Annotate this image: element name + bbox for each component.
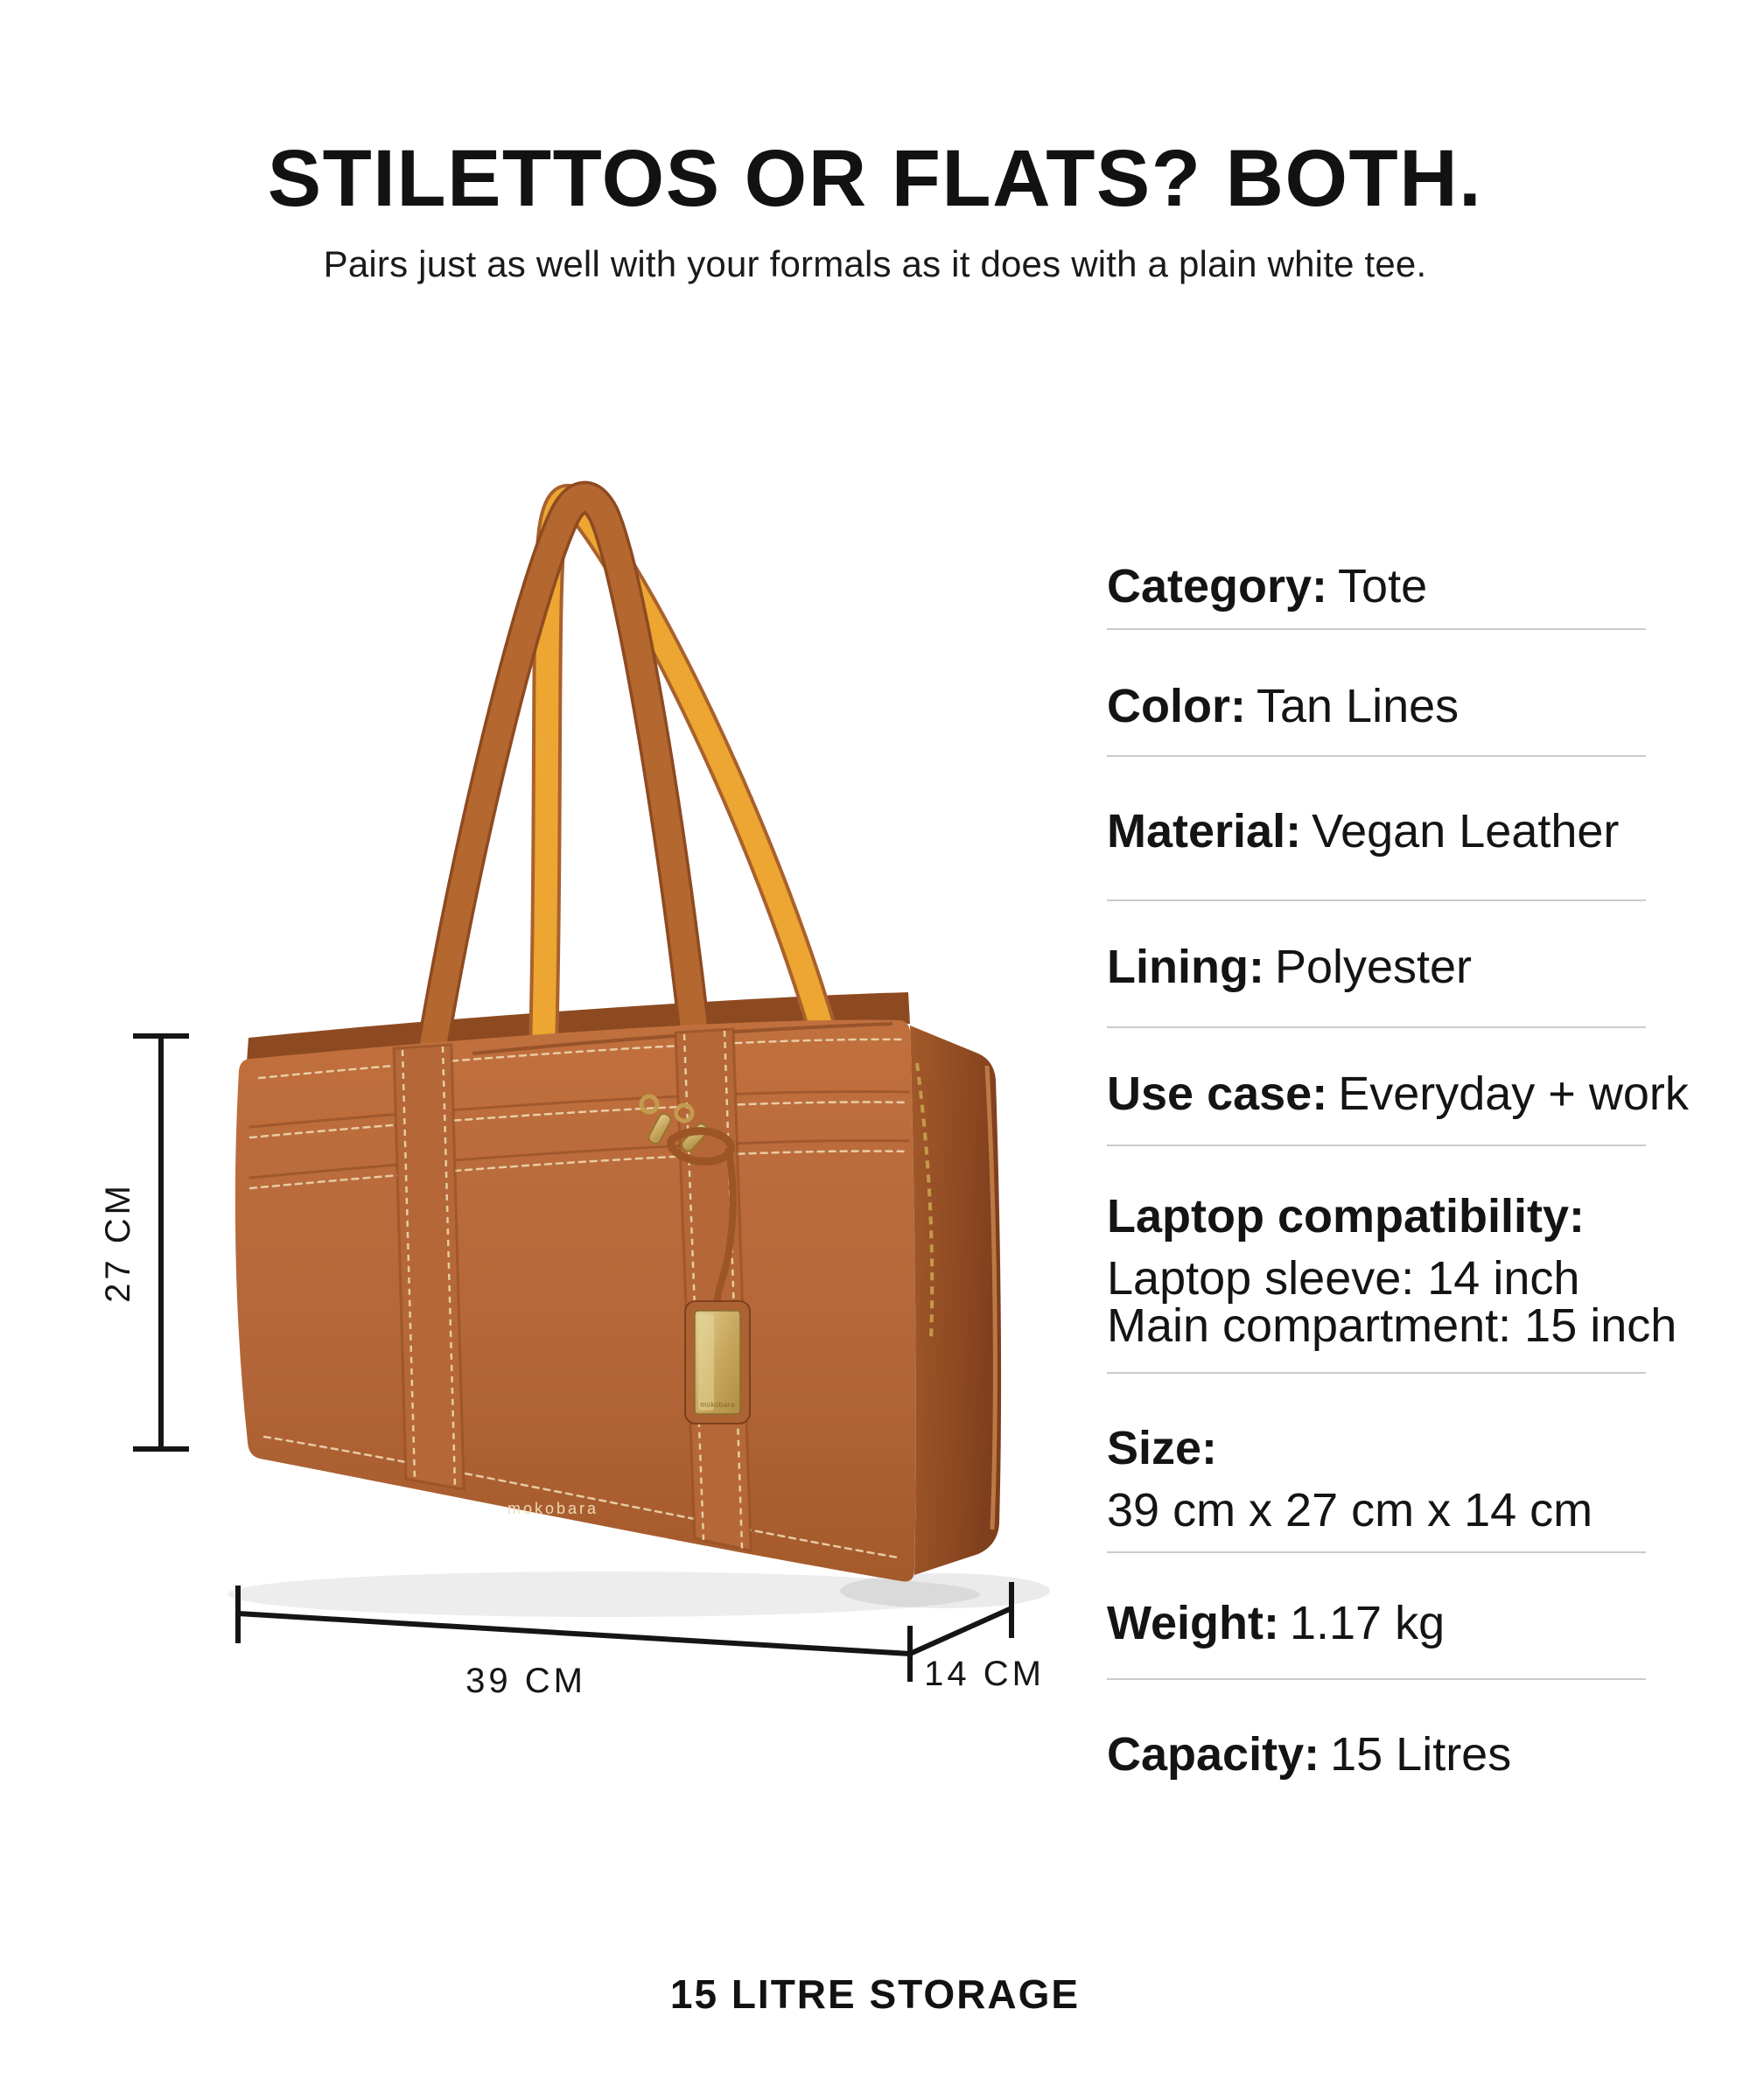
spec-label-laptop-compatibility: Laptop compatibility: xyxy=(1107,1190,1585,1242)
tag-brand-text: mokobara xyxy=(700,1401,735,1409)
bag-shadow xyxy=(228,1572,1050,1617)
spec-label-category: Category: xyxy=(1107,560,1328,612)
spec-label-size: Size: xyxy=(1107,1422,1218,1474)
spec-divider xyxy=(1107,1678,1646,1680)
height-dimension-label: 27 CM xyxy=(99,1182,137,1303)
spec-row-category xyxy=(1107,558,1427,615)
spec-value-weight: 1.17 kg xyxy=(1289,1597,1446,1649)
spec-label-lining: Lining: xyxy=(1107,941,1264,993)
spec-divider xyxy=(1107,628,1646,630)
width-dimension-label: 39 CM xyxy=(466,1662,586,1700)
spec-divider xyxy=(1107,1026,1646,1028)
spec-value-category: Tote xyxy=(1338,560,1428,612)
spec-divider xyxy=(1107,1144,1646,1146)
spec-value-lining: Polyester xyxy=(1274,941,1473,993)
spec-value-capacity: 15 Litres xyxy=(1330,1728,1512,1781)
spec-value-material: Vegan Leather xyxy=(1312,805,1620,858)
height-dimension-line xyxy=(133,1036,189,1449)
spec-line-size-value: 39 cm x 27 cm x 14 cm xyxy=(1107,1483,1593,1536)
spec-label-capacity: Capacity: xyxy=(1107,1728,1320,1781)
spec-divider xyxy=(1107,900,1646,901)
spec-line-laptop-sleeve: Laptop sleeve: 14 inch xyxy=(1107,1251,1580,1305)
spec-row-capacity xyxy=(1107,1726,1511,1783)
spec-row-laptop-compatibility xyxy=(1107,1188,1677,1352)
spec-label-material: Material: xyxy=(1107,805,1302,858)
spec-row-color xyxy=(1107,678,1459,735)
spec-label-weight: Weight: xyxy=(1107,1597,1279,1649)
bag-side-panel xyxy=(910,1026,1001,1575)
bag-brand-text: mokobara xyxy=(507,1500,599,1517)
spec-row-weight xyxy=(1107,1595,1445,1652)
spec-value-use-case: Everyday + work xyxy=(1338,1068,1689,1120)
page-title: STILETTOS OR FLATS? BOTH. xyxy=(267,134,1483,223)
spec-row-lining xyxy=(1107,939,1472,996)
spec-row-material xyxy=(1107,803,1619,860)
spec-divider xyxy=(1107,1551,1646,1553)
bag-front-face xyxy=(235,1020,916,1582)
spec-divider xyxy=(1107,1372,1646,1374)
depth-dimension-label: 14 CM xyxy=(924,1655,1045,1693)
spec-row-size xyxy=(1107,1420,1592,1534)
page-subtitle: Pairs just as well with your formals as it does with a plain white tee. xyxy=(323,243,1427,284)
spec-label-color: Color: xyxy=(1107,680,1246,732)
spec-divider xyxy=(1107,755,1646,757)
spec-row-use-case xyxy=(1107,1066,1689,1123)
spec-column xyxy=(1107,0,1689,2100)
spec-value-color: Tan Lines xyxy=(1256,680,1460,732)
storage-caption: 15 LITRE STORAGE xyxy=(669,1971,1081,2017)
spec-line-main-compartment: Main compartment: 15 inch xyxy=(1107,1298,1677,1352)
spec-label-use-case: Use case: xyxy=(1107,1068,1328,1120)
